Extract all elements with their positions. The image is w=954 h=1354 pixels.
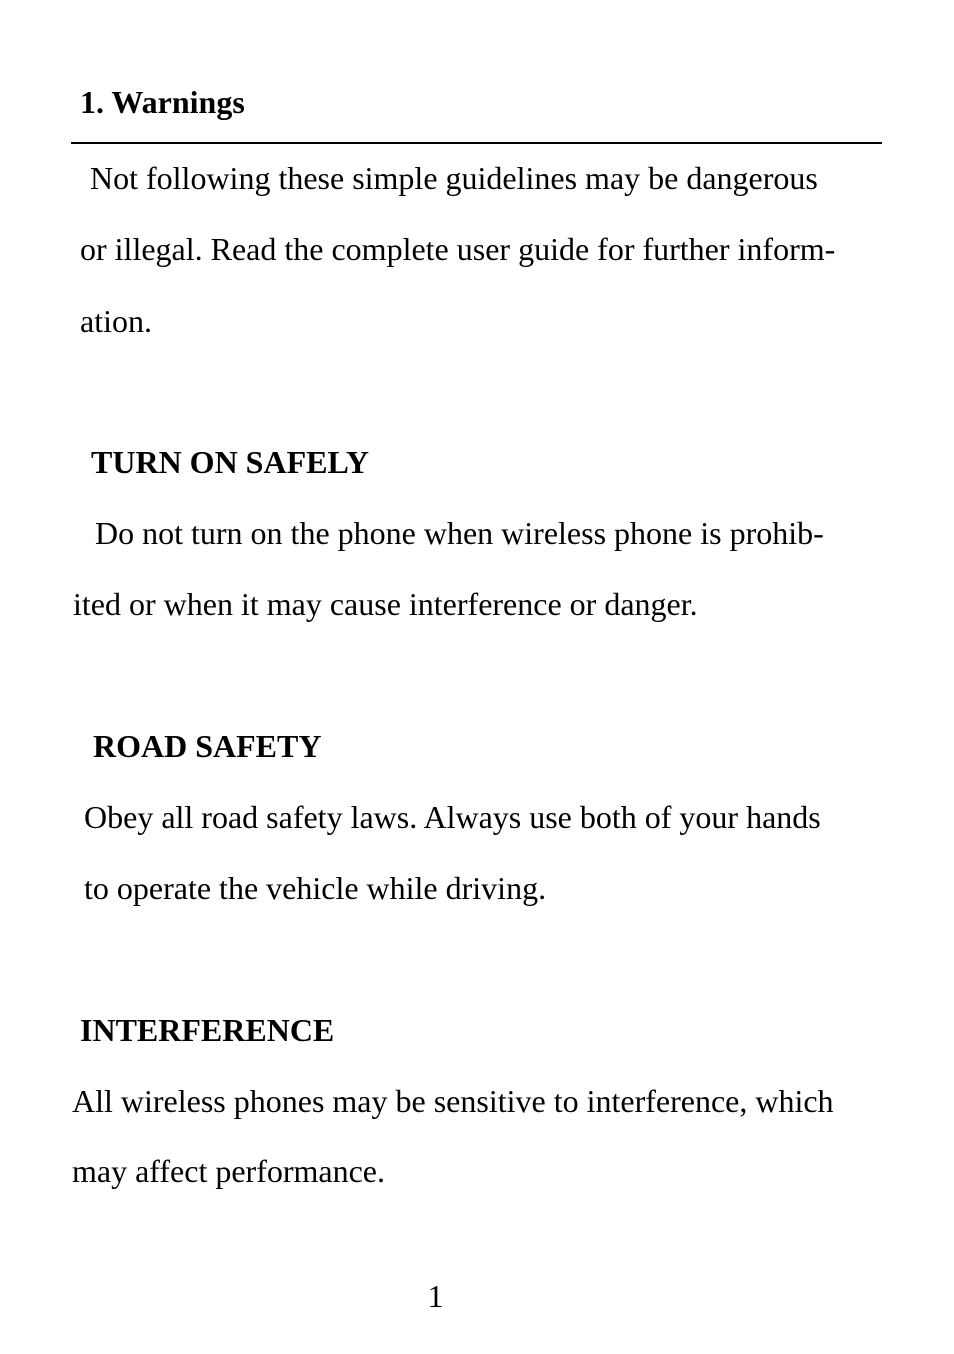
page-number: 1 <box>427 1278 444 1314</box>
interference-heading: INTERFERENCE <box>80 1012 335 1048</box>
intro-line-1: Not following these simple guidelines may be dangerous <box>90 160 818 196</box>
road-safety-line-2: to operate the vehicle while driving. <box>84 870 547 906</box>
road-safety-line-1: Obey all road safety laws. Always use both of your hands <box>84 799 821 835</box>
turn-on-safely-line-1: Do not turn on the phone when wireless phone is prohib- <box>95 515 824 551</box>
intro-line-3: ation. <box>80 303 152 339</box>
title-divider <box>71 142 882 144</box>
interference-line-1: All wireless phones may be sensitive to interference, which <box>72 1083 834 1119</box>
turn-on-safely-line-2: ited or when it may cause interference or danger. <box>73 586 698 622</box>
intro-line-2: or illegal. Read the complete user guide for further inform- <box>80 231 836 267</box>
section-title: 1. Warnings <box>80 84 245 120</box>
interference-line-2: may affect performance. <box>72 1153 385 1189</box>
turn-on-safely-heading: TURN ON SAFELY <box>91 444 369 480</box>
road-safety-heading: ROAD SAFETY <box>93 728 322 764</box>
